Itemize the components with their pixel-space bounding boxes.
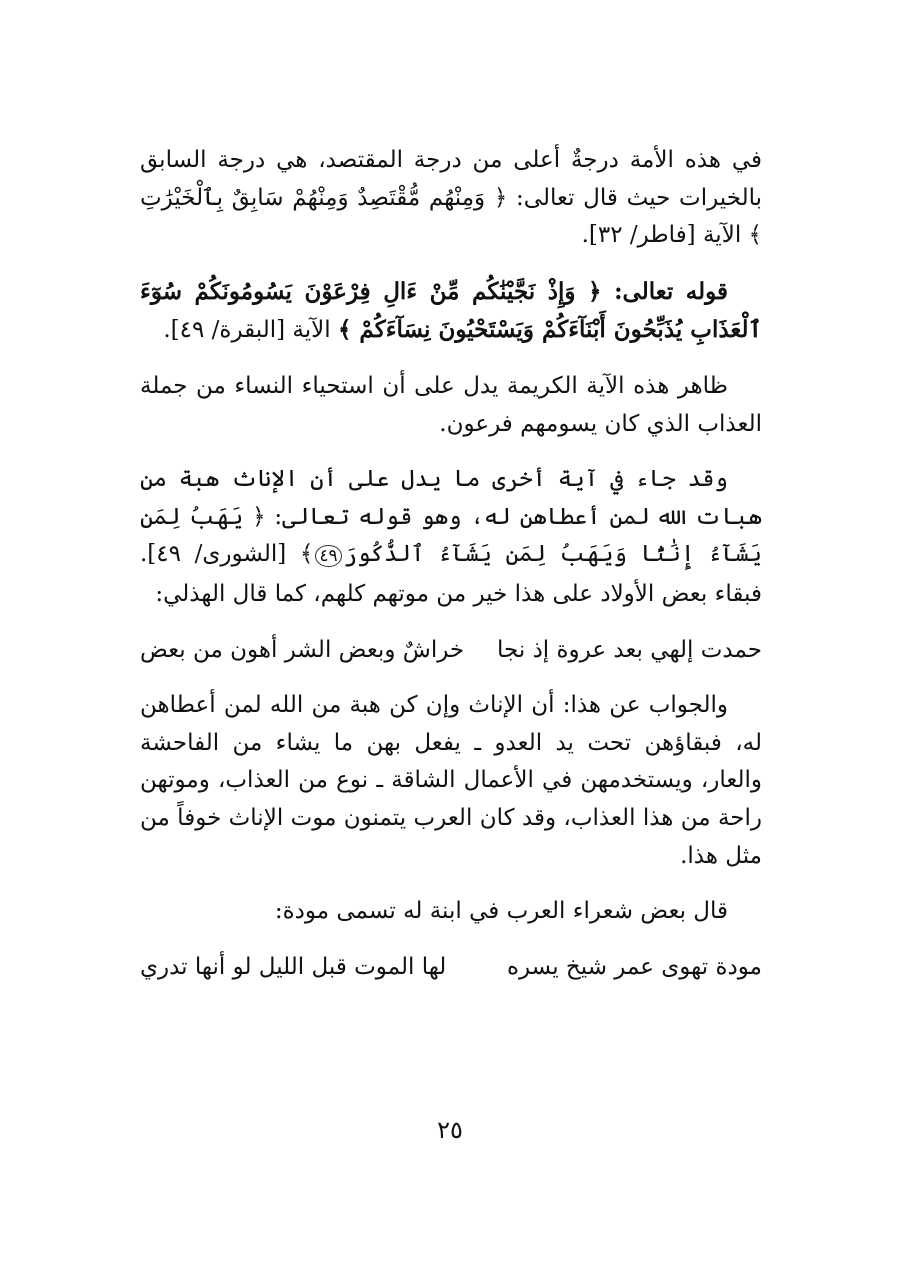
poem-1-second-hemistich: خراشٌ وبعض الشر أهون من بعض: [140, 636, 465, 663]
poem-2-first-hemistich: مودة تهوى عمر شيخ يسره: [506, 953, 762, 980]
quran-verse: ﴿ وَإِذْ نَجَّيْنَٰكُم مِّنْ ءَالِ فِرْعَوْنَ يَسُومُونَكُمْ سُوٓءَ ٱلْعَذَابِ يُذَبِّحُونَ أَبْنَآءَكُمْ وَيَسْتَحْيُونَ نِسَآءَكُمْ ﴾: [140, 277, 762, 344]
paragraph-2: [140, 273, 762, 350]
paragraph-poem-intro: قال بعض شعراء العرب في ابنة له تسمى مودة:: [274, 898, 728, 925]
paragraph-answer: والجواب عن هذا: أن الإناث وإن كن هبة من الله لمن أعطاهن له، فبقاؤهن تحت يد العدو ـ يفعل بهن ما يشاء من الفاحشة والعار، ويستخدمهن في الأعمال الشاقة ـ نوع من العذاب، وموتهن راحة من هذا العذاب، وقد كان العرب يتمنون موت الإناث خوفاً من مثل هذا.: [140, 692, 762, 869]
verse-reference: الآية [البقرة/ ٤٩].: [163, 317, 338, 344]
paragraph-4-text: وقد جاء في آية أخرى ما يدل على أن الإناث هبة من هبات الله لمن أعطاهن له، وهو قوله تعالى: ﴿ يَهَبُ لِمَن يَشَآءُ إِنَٰثًا وَيَهَبُ لِمَن يَشَآءُ ٱلذُّكُورَ: [140, 466, 762, 568]
poem-verse-1: [140, 632, 762, 670]
verse-number-badge: ٤٩: [315, 545, 341, 567]
poem-1-first-hemistich: حمدت إلهي بعد عروة إذ نجا: [497, 636, 762, 663]
verse-lead: قوله تعالى:: [601, 277, 729, 305]
paragraph-4: [140, 461, 762, 613]
page-body: [140, 142, 762, 1004]
paragraph-1: في هذه الأمة درجةٌ أعلى من درجة المقتصد، هي درجة السابق بالخيرات حيث قال تعالى: ﴿ وَمِنْهُم مُّقْتَصِدٌ وَمِنْهُمْ سَابِقٌ بِٱلْخَيْرَٰتِ ﴾ الآية [فاطر/ ٣٢].: [140, 147, 762, 249]
page-number: ٢٥: [437, 1116, 463, 1144]
poem-2-second-hemistich: لها الموت قبل الليل لو أنها تدري: [140, 953, 447, 980]
paragraph-3: ظاهر هذه الآية الكريمة يدل على أن استحياء النساء من جملة العذاب الذي كان يسومهم فرعون.: [140, 372, 762, 437]
poem-verse-2: [140, 949, 762, 987]
paragraph-4-after: ﴾ [الشورى/ ٤٩]. فبقاء بعض الأولاد على هذا خير من موتهم كلهم، كما قال الهذلي:: [140, 541, 762, 607]
